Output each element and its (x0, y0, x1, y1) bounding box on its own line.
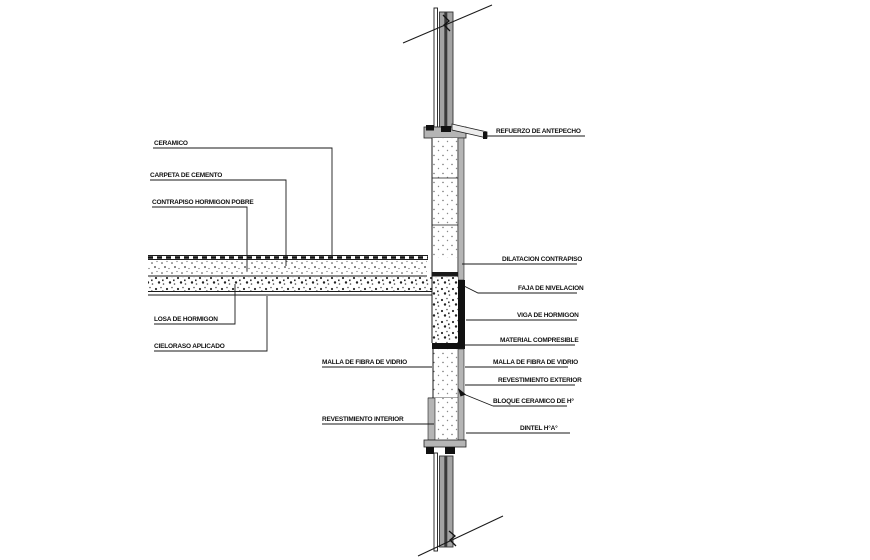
label-cieloraso-aplicado: CIELORASO APLICADO (154, 343, 225, 350)
floor-assembly (148, 256, 432, 296)
label-viga-de-hormigon: VIGA DE HORMIGON (517, 312, 579, 319)
label-losa-de-hormigon: LOSA DE HORMIGON (154, 316, 218, 323)
label-carpeta-de-cemento: CARPETA DE CEMENTO (150, 172, 223, 179)
break-line-bottom (418, 516, 503, 556)
exterior-render-strip-upper (458, 138, 464, 280)
concrete-beam (432, 272, 465, 349)
compressible-material-band (432, 343, 465, 349)
leveling-strip (432, 272, 458, 277)
beam-outer-edge (458, 280, 465, 343)
label-bloque-ceramico: BLOQUE CERAMICO DE H° (493, 398, 574, 405)
label-dilatacion-contrapiso: DILATACION CONTRAPISO (502, 256, 583, 263)
label-faja-de-nivelacion: FAJA DE NIVELACION (518, 285, 584, 292)
label-ceramico: CERAMICO (154, 140, 188, 147)
screed-band (148, 260, 427, 276)
label-revestimiento-exterior: REVESTIMIENTO EXTERIOR (498, 377, 582, 384)
window-head-lintel (424, 440, 466, 454)
lower-window-frame (434, 453, 456, 551)
lower-wall (428, 349, 464, 440)
label-revestimiento-interior: REVESTIMIENTO INTERIOR (322, 416, 404, 423)
leader-bloque (461, 393, 493, 406)
label-malla-fibra-vidrio-interior: MALLA DE FIBRA DE VIDRIO (322, 359, 407, 366)
label-refuerzo-de-antepecho: REFUERZO DE ANTEPECHO (496, 128, 581, 135)
interior-plaster-strip (428, 398, 435, 440)
leader-carpeta (150, 180, 286, 266)
label-contrapiso-hormigon-pobre: CONTRAPISO HORMIGON POBRE (152, 199, 254, 206)
label-malla-fibra-vidrio-exterior: MALLA DE FIBRA DE VIDRIO (493, 359, 578, 366)
label-material-compresible: MATERIAL COMPRESIBLE (500, 337, 579, 344)
window-sill (424, 124, 487, 139)
concrete-slab-band (148, 277, 432, 291)
label-dintel: DINTEL H°A° (520, 425, 558, 432)
